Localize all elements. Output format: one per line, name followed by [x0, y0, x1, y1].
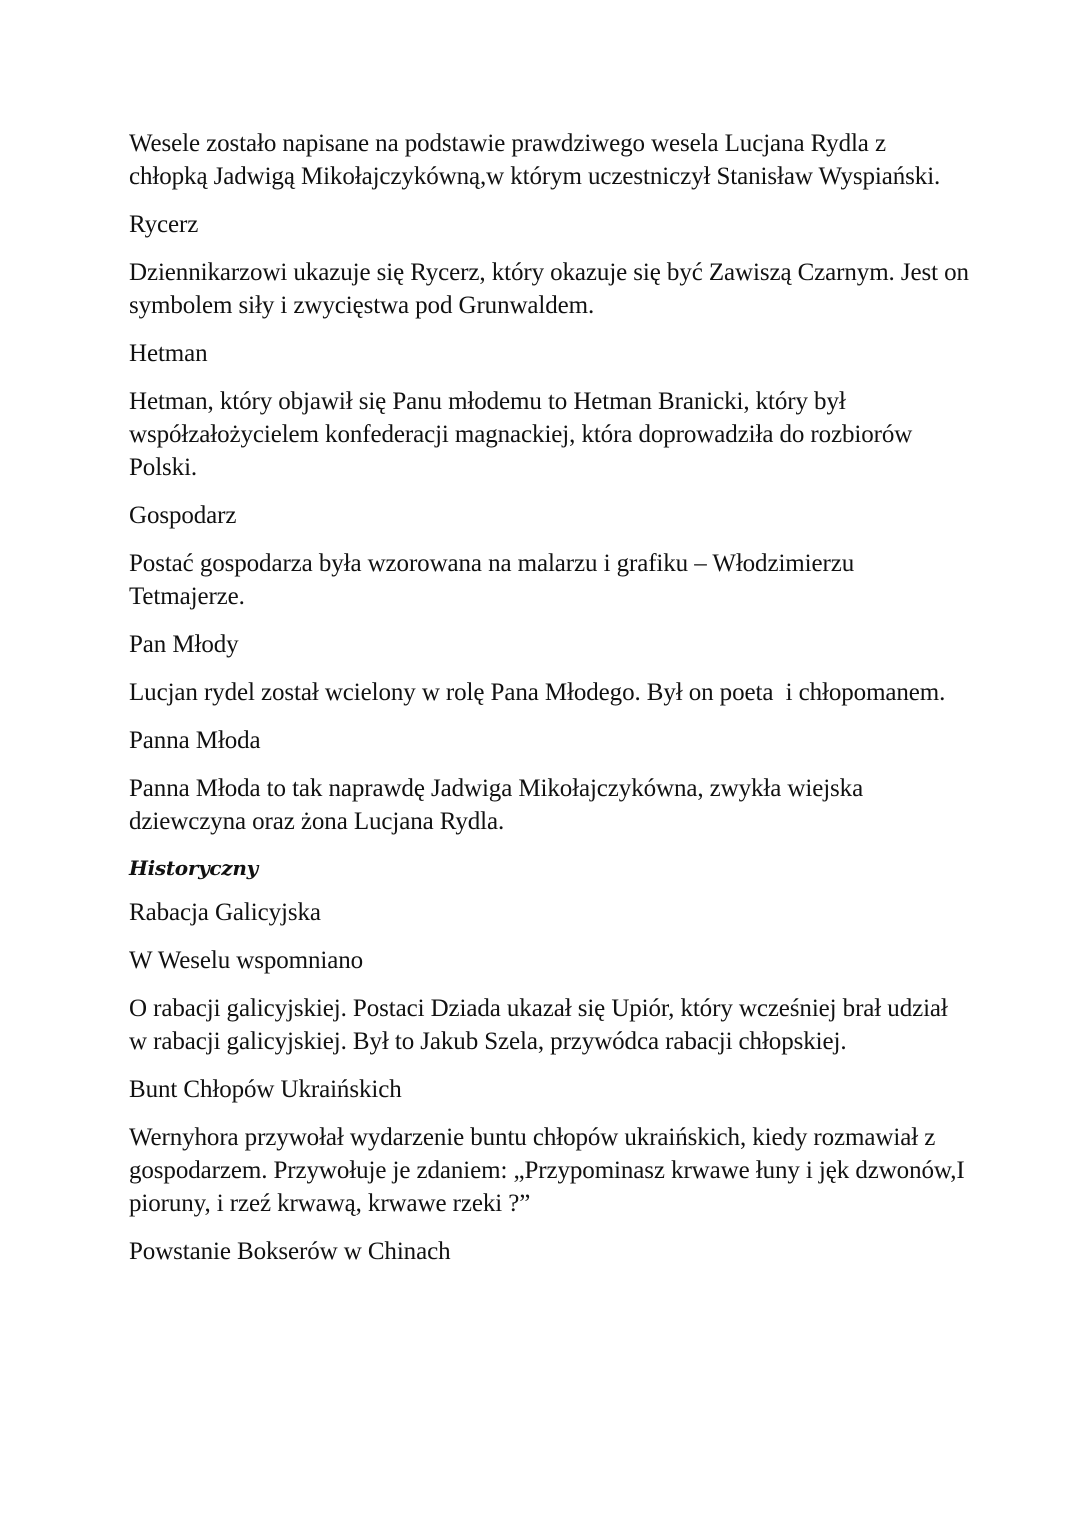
- heading-rycerz: Rycerz: [129, 211, 199, 238]
- intro-paragraph: Wesele zostało napisane na podstawie prawdziwego wesela Lucjana Rydla z chłopką Jadwigą Mikołajczykówną,w którym uczestniczył Stanisław Wyspiański.: [129, 130, 941, 190]
- heading-w-weselu-wspomniano: W Weselu wspomniano: [129, 947, 364, 974]
- heading-hetman: Hetman: [129, 340, 208, 367]
- paragraph-panna-mloda: Panna Młoda to tak naprawdę Jadwiga Mikołajczykówna, zwykła wiejska dziewczyna oraz żona Lucjana Rydla.: [129, 775, 870, 835]
- paragraph-gospodarz: Postać gospodarza była wzorowana na malarzu i grafiku – Włodzimierzu Tetmajerze.: [129, 550, 860, 610]
- section-heading-historyczny: Historyczny: [129, 856, 258, 880]
- paragraph-pan-mlody: Lucjan rydel został wcielony w rolę Pana Młodego. Był on poeta i chłopomanem.: [129, 679, 946, 706]
- heading-rabacja-galicyjska: Rabacja Galicyjska: [129, 899, 321, 926]
- heading-panna-mloda: Panna Młoda: [129, 727, 261, 754]
- paragraph-rabacja: O rabacji galicyjskiej. Postaci Dziada ukazał się Upiór, który wcześniej brał udział w rabacji galicyjskiej. Był to Jakub Szela, przywódca rabacji chłopskiej.: [129, 995, 954, 1055]
- heading-bunt-chlopow: Bunt Chłopów Ukraińskich: [129, 1076, 402, 1103]
- heading-powstanie-bokserow: Powstanie Bokserów w Chinach: [129, 1238, 451, 1265]
- document-page: [129, 127, 976, 1283]
- heading-gospodarz: Gospodarz: [129, 502, 237, 529]
- paragraph-bunt-chlopow: Wernyhora przywołał wydarzenie buntu chłopów ukraińskich, kiedy rozmawiał z gospodarzem. Przywołuje je zdaniem: „Przypominasz krwawe łuny i jęk dzwonów,I pioruny, i rzeź krwawą, krwawe rzeki ?”: [129, 1124, 971, 1217]
- paragraph-hetman: Hetman, który objawił się Panu młodemu to Hetman Branicki, który był współzałożycielem konfederacji magnackiej, która doprowadziła do rozbiorów Polski.: [129, 388, 919, 481]
- paragraph-rycerz: Dziennikarzowi ukazuje się Rycerz, który okazuje się być Zawiszą Czarnym. Jest on symbolem siły i zwycięstwa pod Grunwaldem.: [129, 259, 976, 319]
- heading-pan-mlody: Pan Młody: [129, 631, 239, 658]
